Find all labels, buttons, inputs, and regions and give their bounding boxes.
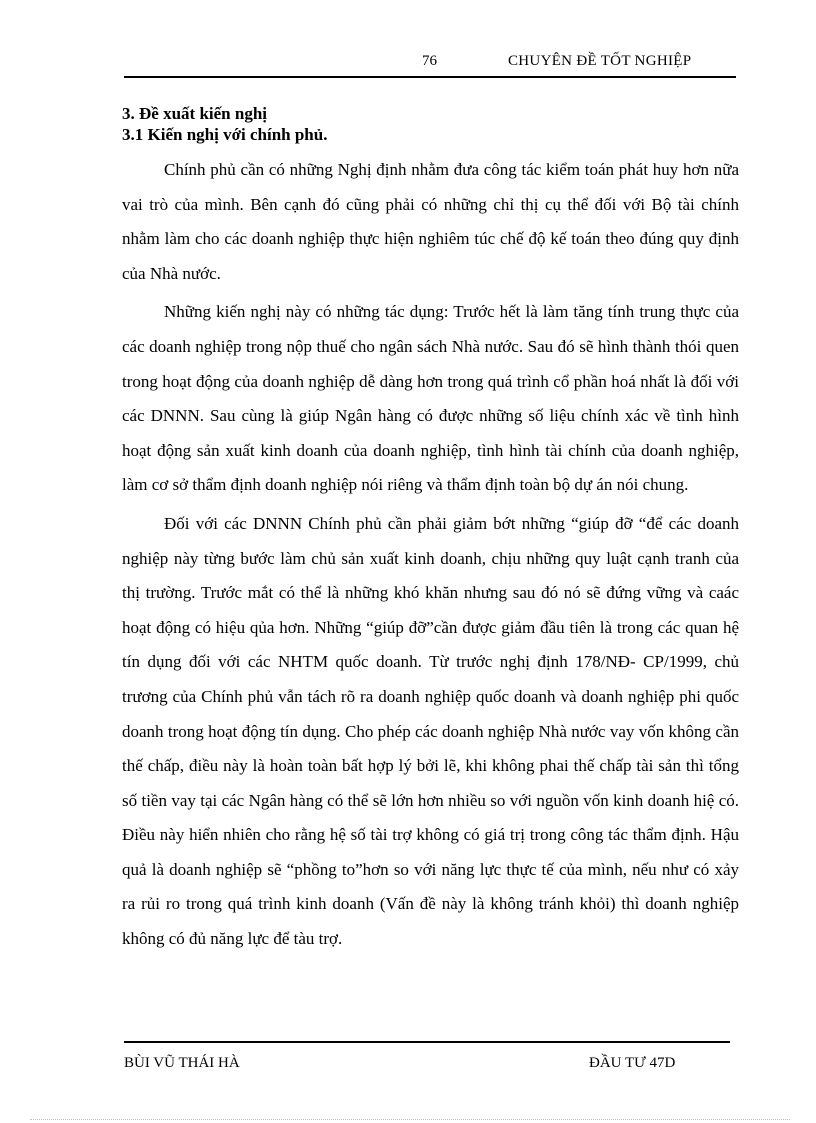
page-number: 76 [422,53,437,69]
footer-class-code: ĐẦU TƯ 47D [589,1055,676,1071]
paragraph-2: Những kiến nghị này có những tác dụng: Trước hết là làm tăng tính trung thực của các doanh nghiệp trong nộp thuế cho ngân sách Nhà nước. Sau đó sẽ hình thành thói quen trong hoạt động của doanh nghiệp dễ dàng hơn trong quá trình cổ phần hoá nhất là đối với các DNNN. Sau cùng là giúp Ngân hàng có được những số liệu chính xác về tình hình hoạt động sản xuất kinh doanh của doanh nghiệp, tình hình tài chính của doanh nghiệp, làm cơ sở thẩm định doanh nghiệp nói riêng và thẩm định toàn bộ dự án nói chung. [122,302,739,495]
document-body [122,103,739,957]
paragraph-1: Chính phủ cần có những Nghị định nhằm đưa công tác kiểm toán phát huy hơn nữa vai trò của mình. Bên cạnh đó cũng phải có những chỉ thị cụ thể đối với Bộ tài chính nhằm làm cho các doanh nghiệp thực hiện nghiêm túc chế độ kế toán theo đúng quy định của Nhà nước. [122,160,739,283]
paragraph-3: Đối với các DNNN Chính phủ cần phải giảm bớt những “giúp đỡ “để các doanh nghiệp này từng bước làm chủ sản xuất kinh doanh, chịu những quy luật cạnh tranh của thị trường. Trước mắt có thể là những khó khăn nhưng sau đó nó sẽ đứng vững và caác hoạt động có hiệu qủa hơn. Những “giúp đỡ”cần được giảm đầu tiên là trong các quan hệ tín dụng đối với các NHTM quốc doanh. Từ trước nghị định 178/NĐ- CP/1999, chủ trương của Chính phủ vẫn tách rõ ra doanh nghiệp quốc doanh và doanh nghiệp phi quốc doanh trong hoạt động tín dụng. Cho phép các doanh nghiệp Nhà nước vay vốn không cần thế chấp, điều này là hoàn toàn bất hợp lý bởi lẽ, khi không phai thế chấp tài sản thì tổng số tiền vay tại các Ngân hàng có thể sẽ lớn hơn nhiều so với nguồn vốn kinh doanh hiệ có. Điều này hiển nhiên cho rằng hệ số tài trợ không có giá trị trong công tác thẩm định. Hậu quả là doanh nghiệp sẽ “phồng to”hơn so với năng lực thực tế của mình, nếu như có xảy ra rủi ro trong quá trình kinh doanh (Vấn đề này là không tránh khỏi) thì doanh nghiệp không có đủ năng lực để tàu trợ. [122,513,739,949]
page-bottom-border [30,1119,790,1120]
section-heading: 3. Đề xuất kiến nghị [122,104,267,123]
section-subheading: 3.1 Kiến nghị với chính phủ. [122,125,328,144]
header-divider [124,76,736,78]
footer-divider [124,1041,730,1043]
footer-author: BÙI VŨ THÁI HÀ [124,1055,240,1071]
header-title: CHUYÊN ĐỀ TỐT NGHIỆP [508,53,692,69]
